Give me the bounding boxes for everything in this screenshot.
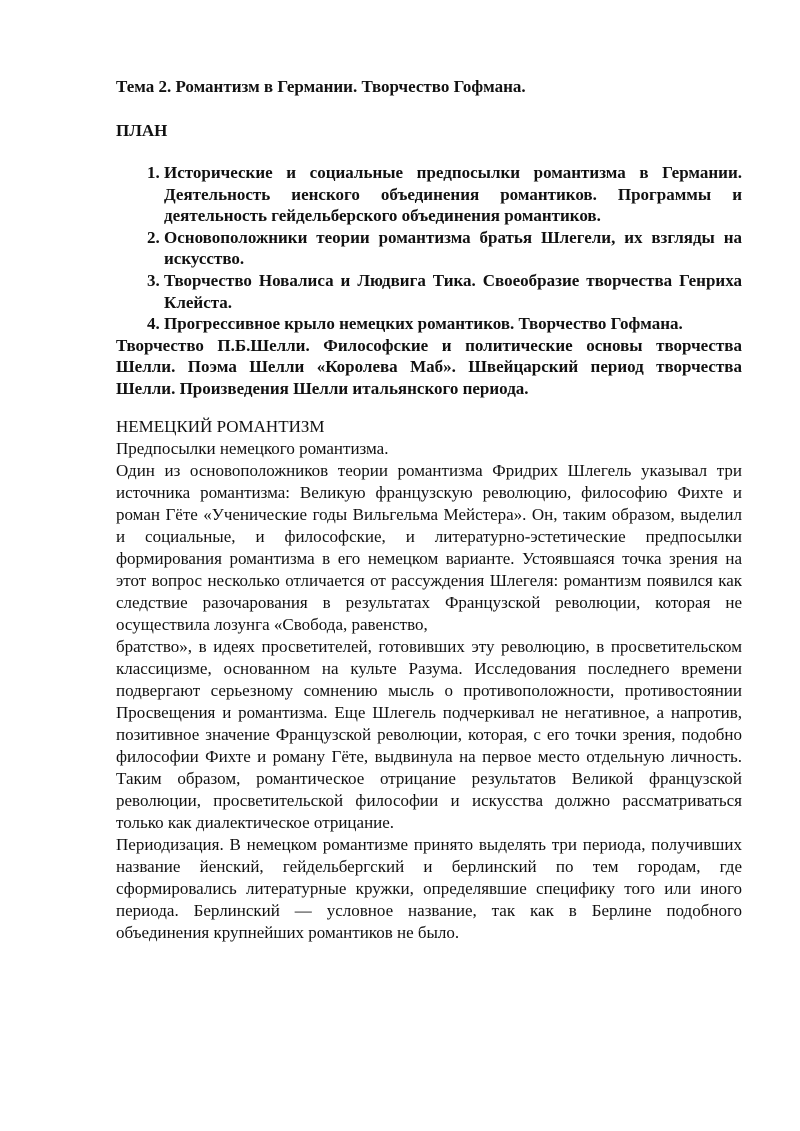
plan-continuation: Творчество П.Б.Шелли. Философские и политические основы творчества Шелли. Поэма Шелли «Королева Маб». Швейцарский период творчества Шелли. Произведения Шелли итальянского периода. xyxy=(116,335,742,398)
plan-item: 4. Прогрессивное крыло немецких романтиков. Творчество Гофмана. xyxy=(164,313,742,335)
plan-heading: ПЛАН xyxy=(116,121,168,140)
paragraph: братство», в идеях просветителей, готовивших эту революцию, в просветительском классицизме, основанном на культе Разума. Исследования последнего времени подвергают серьезному сомнению мысль о противоположности, противостоянии Просвещения и романтизма. Еще Шлегель подчеркивал не негативное, а напротив, позитивное значение Французской революции, которая, с его точки зрения, подобно философии Фихте и роману Гёте, выдвинула на первое место отдельную личность. Таким образом, романтическое отрицание результатов Великой французской революции, просветительской философии и искусства должно рассматриваться только как диалектическое отрицание. xyxy=(116,636,742,832)
subsection-title: Предпосылки немецкого романтизма. xyxy=(116,438,389,458)
document-title: Тема 2. Романтизм в Германии. Творчество Гофмана. xyxy=(116,77,526,96)
paragraph: Периодизация. В немецком романтизме принято выделять три периода, получивших название йенский, гейдельбергский и берлинский по тем городам, где сформировались литературные кружки, определявшие специфику того или иного периода. Берлинский — условное название, так как в Берлине подобного объединения крупнейших романтиков не было. xyxy=(116,834,742,942)
document-page xyxy=(116,76,742,944)
plan-item: 2. Основоположники теории романтизма братья Шлегели, их взгляды на искусство. xyxy=(164,227,742,270)
paragraph: Один из основоположников теории романтизма Фридрих Шлегель указывал три источника романтизма: Великую французскую революцию, философию Фихте и роман Гёте «Ученические годы Вильгельма Мейстера». Он, таким образом, выделил и социальные, и философские, и литературно-эстетические предпосылки формирования романтизма в его немецком варианте. Устоявшаяся точка зрения на этот вопрос несколько отличается от рассуждения Шлегеля: романтизм появился как следствие разочарования в результатах Французской революции, которая не осуществила лозунга «Свобода, равенство, xyxy=(116,460,742,634)
plan-list xyxy=(116,162,742,335)
plan-item: 3. Творчество Новалиса и Людвига Тика. Своеобразие творчества Генриха Клейста. xyxy=(164,270,742,313)
section-title: НЕМЕЦКИЙ РОМАНТИЗМ xyxy=(116,416,325,436)
plan-item: 1. Исторические и социальные предпосылки романтизма в Германии. Деятельность иенского объединения романтиков. Программы и деятельность гейдельберского объединения романтиков. xyxy=(164,162,742,227)
